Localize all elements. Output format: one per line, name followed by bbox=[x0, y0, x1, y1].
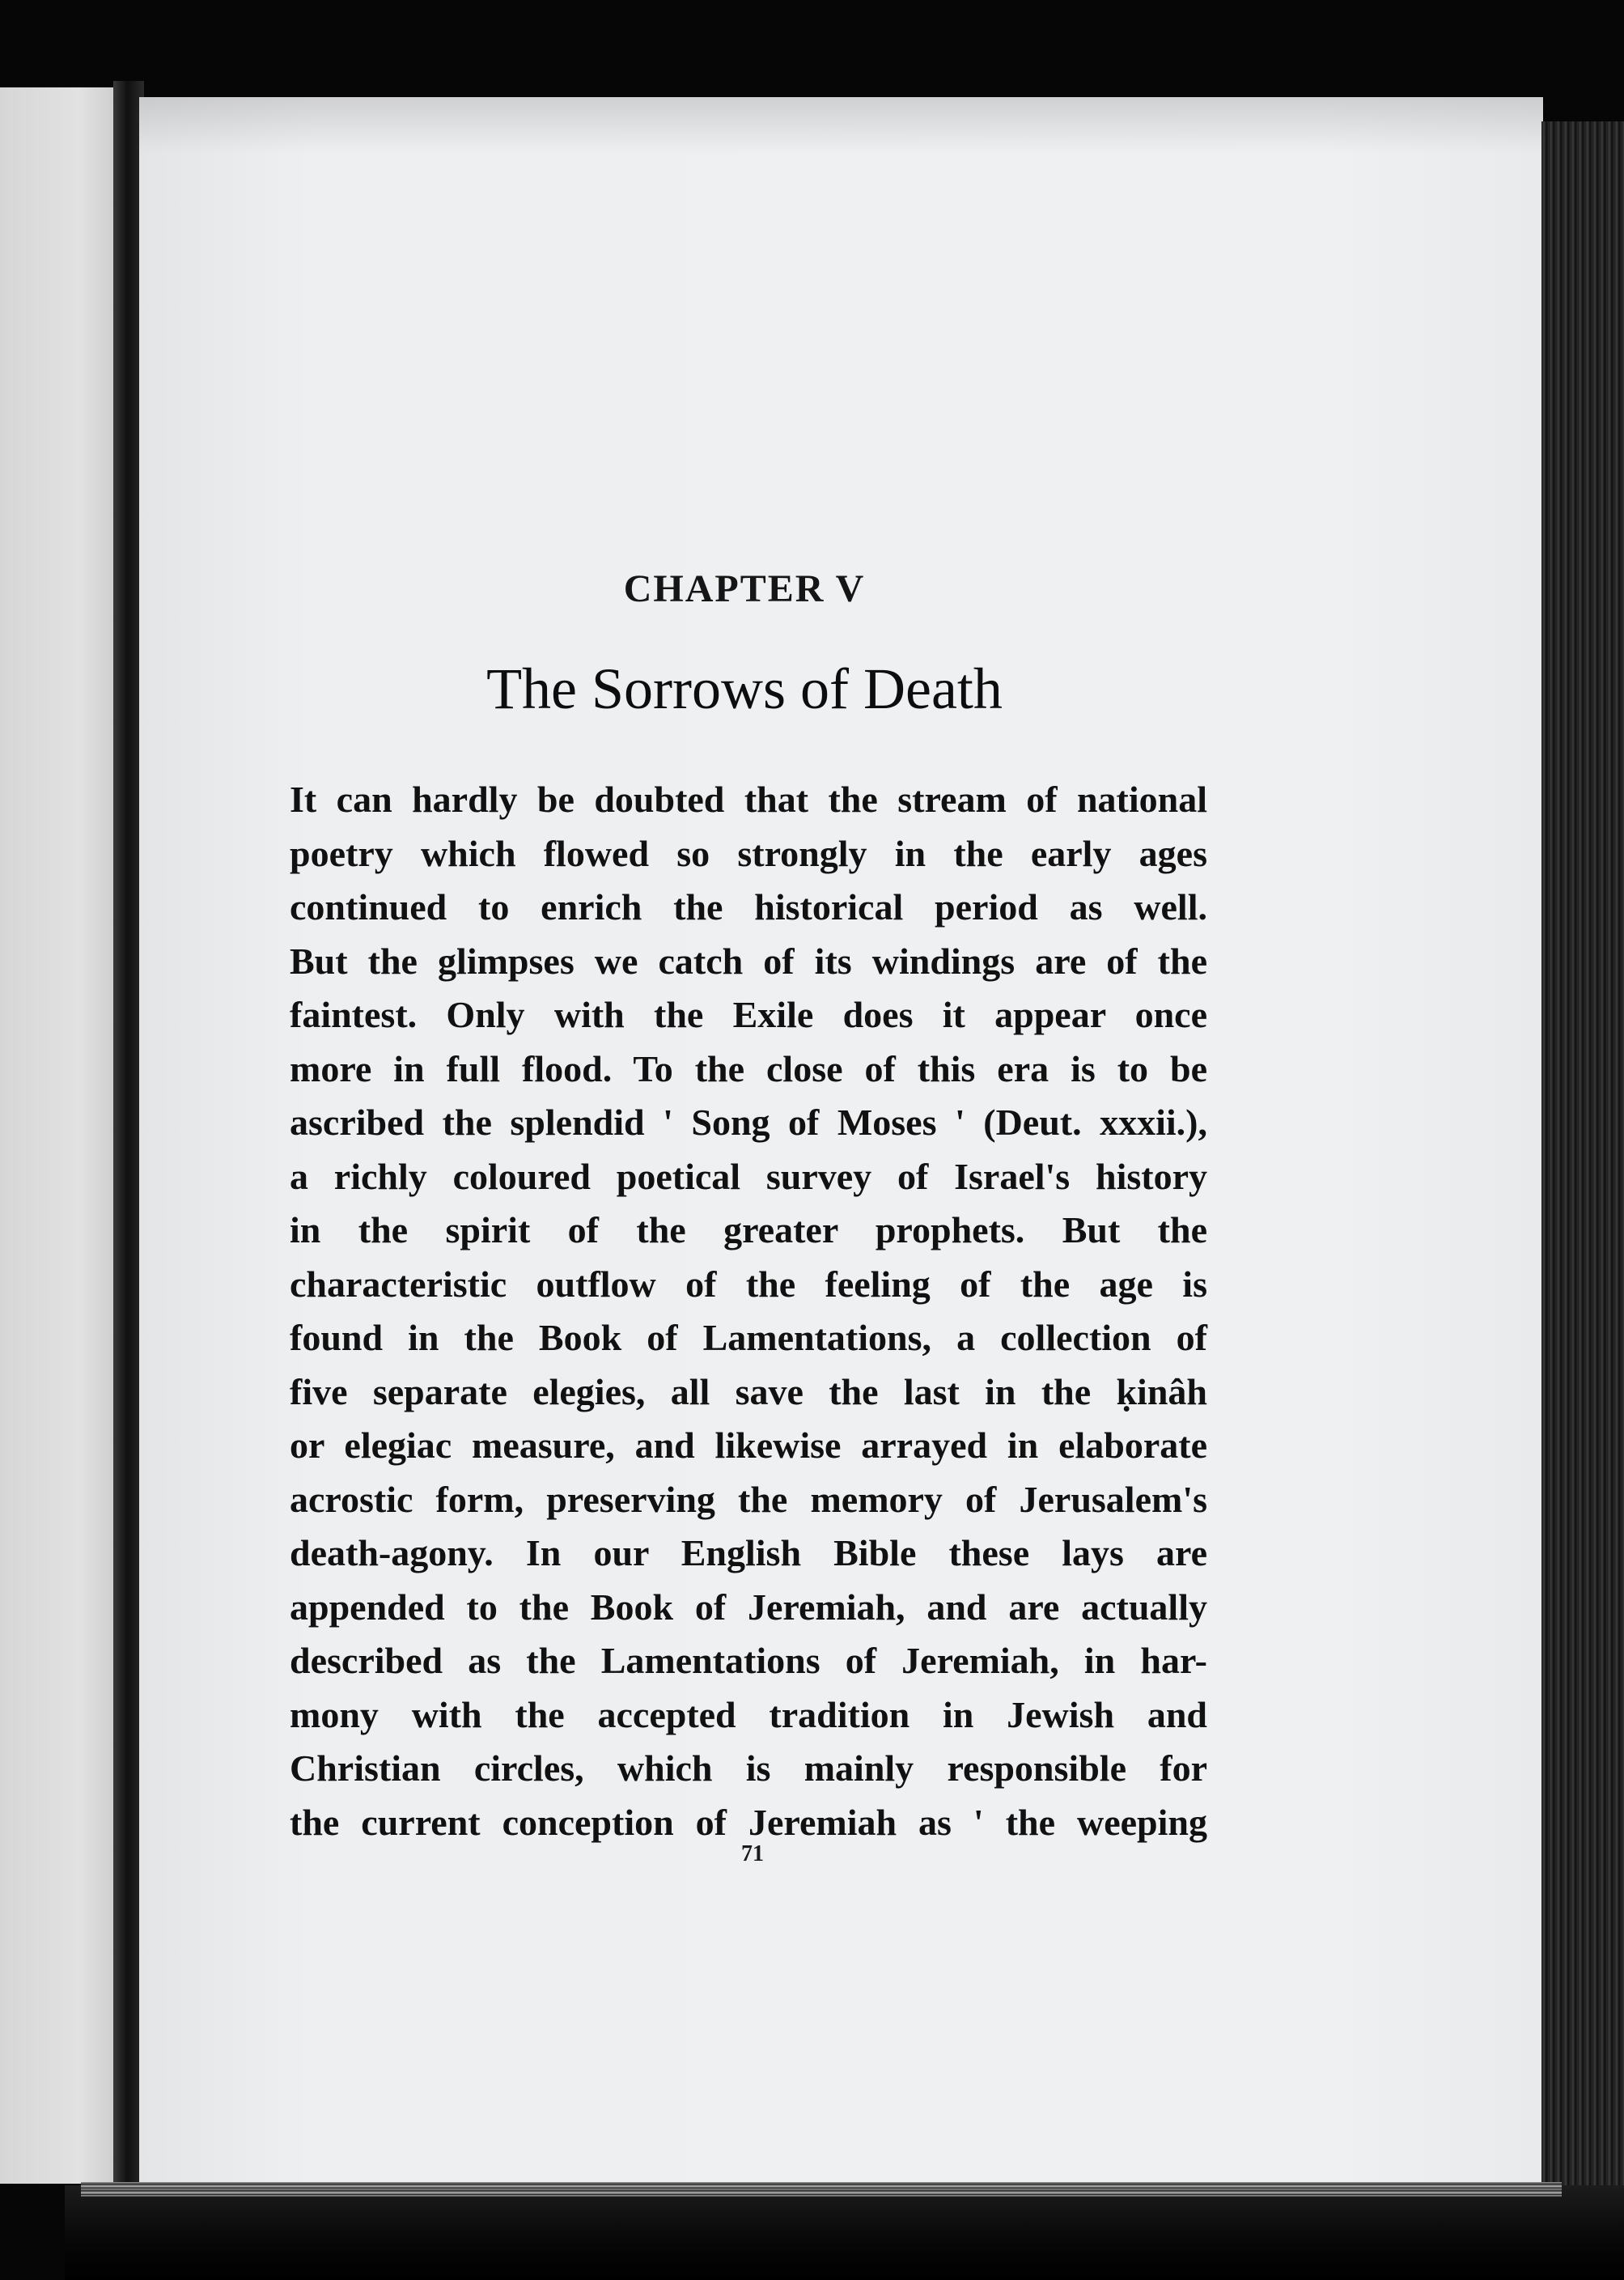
text-line: more in full flood. To the close of this era is to be bbox=[290, 1047, 1207, 1089]
text-line: poetry which flowed so strongly in the early ages bbox=[290, 832, 1207, 874]
previous-page-edge bbox=[0, 87, 113, 2184]
chapter-label: CHAPTER V bbox=[623, 567, 866, 610]
text-line: mony with the accepted tradition in Jewish and bbox=[290, 1693, 1207, 1735]
text-line: It can hardly be doubted that the stream of national bbox=[290, 779, 1207, 820]
text-line: or elegiac measure, and likewise arrayed in elaborate bbox=[290, 1424, 1207, 1466]
text-line: death-agony. In our English Bible these lays are bbox=[290, 1532, 1207, 1573]
text-line: described as the Lamentations of Jeremiah, in har- bbox=[290, 1640, 1207, 1681]
text-line: in the spirit of the greater prophets. But the bbox=[290, 1209, 1207, 1250]
text-line: ascribed the splendid ' Song of Moses ' (Deut. xxxii.), bbox=[290, 1102, 1207, 1143]
text-line: found in the Book of Lamentations, a collection of bbox=[290, 1317, 1207, 1358]
text-line: five separate elegies, all save the last in the ḳinâh bbox=[290, 1370, 1207, 1412]
text-line: faintest. Only with the Exile does it appear once bbox=[290, 994, 1207, 1035]
page-stack-lines bbox=[81, 2182, 1562, 2197]
book-fore-edge bbox=[1541, 121, 1624, 2193]
text-line: But the glimpses we catch of its windings are of the bbox=[290, 940, 1207, 982]
book-bottom-edge bbox=[65, 2185, 1624, 2280]
chapter-title: The Sorrows of Death bbox=[486, 656, 1003, 721]
text-line: the current conception of Jeremiah as ' the weeping bbox=[290, 1801, 1207, 1843]
body-text bbox=[290, 773, 1207, 1849]
text-line: Christian circles, which is mainly responsible for bbox=[290, 1747, 1207, 1789]
text-line: appended to the Book of Jeremiah, and are actually bbox=[290, 1586, 1207, 1628]
page-top-shading bbox=[139, 97, 1543, 154]
page-number: 71 bbox=[741, 1841, 764, 1866]
text-line: characteristic outflow of the feeling of the age is bbox=[290, 1263, 1207, 1305]
text-line: acrostic form, preserving the memory of Jerusalem's bbox=[290, 1478, 1207, 1520]
text-line: continued to enrich the historical period as well. bbox=[290, 886, 1207, 928]
text-line: a richly coloured poetical survey of Israel's history bbox=[290, 1155, 1207, 1197]
